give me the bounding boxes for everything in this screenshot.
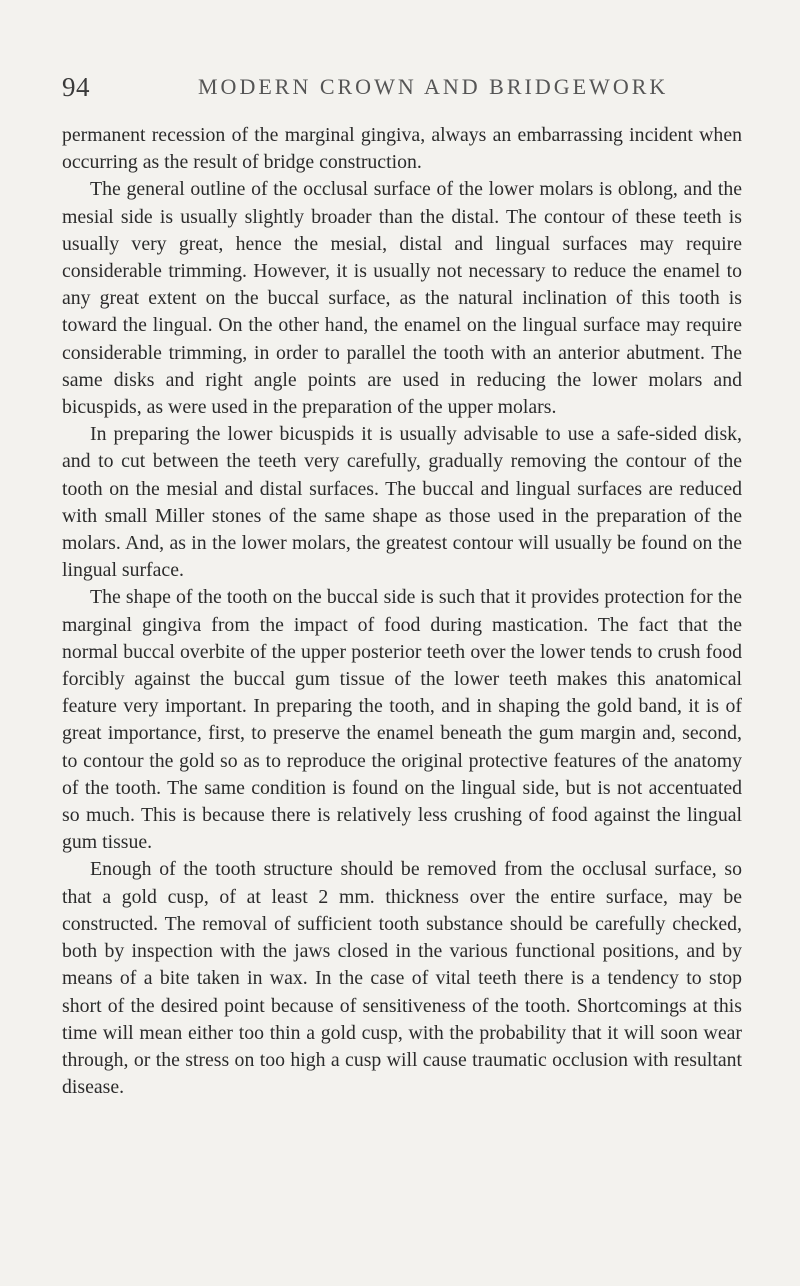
- body-text: [62, 122, 742, 1101]
- paragraph-lower-bicuspids: In preparing the lower bicuspids it is usually advisable to use a safe-sided disk, and to cut between the teeth very carefully, gradually removing the contour of the tooth on the mesial and distal surfaces. The buccal and lingual surfaces are reduced with small Miller stones of the same shape as those used in the preparation of the molars. And, as in the lower molars, the greatest contour will usually be found on the lingual surface.: [62, 423, 742, 582]
- paragraph-occlusal-reduction: Enough of the tooth structure should be removed from the occlusal surface, so that a gold cusp, of at least 2 mm. thickness over the entire surface, may be constructed. The removal of sufficient tooth substance should be carefully checked, both by inspection with the jaws closed in the various functional positions, and by means of a bite taken in wax. In the case of vital teeth there is a tendency to stop short of the desired point because of sensitiveness of the tooth. Shortcomings at this time will mean either too thin a gold cusp, with the probability that it will soon wear through, or the stress on too high a cusp will cause traumatic occlusion with resultant disease.: [62, 858, 742, 1099]
- paragraph-lower-molars: The general outline of the occlusal surface of the lower molars is oblong, and the mesial side is usually slightly broader than the distal. The contour of these teeth is usually very great, hence the mesial, distal and lingual surfaces may require considerable trimming. However, it is usually not necessary to reduce the enamel to any great extent on the buccal surface, as the natural inclination of this tooth is toward the lingual. On the other hand, the enamel on the lingual surface may require considerable trimming, in order to parallel the tooth with an anterior abutment. The same disks and right angle points are used in reducing the lower molars and bicuspids, as were used in the preparation of the upper molars.: [62, 178, 742, 419]
- running-head: MODERN CROWN AND BRIDGEWORK: [198, 74, 669, 99]
- paragraph-buccal-side: The shape of the tooth on the buccal side is such that it provides protection for the marginal gingiva from the impact of food during mastication. The fact that the normal buccal overbite of the upper posterior teeth over the lower tends to crush food forcibly against the buccal gum tissue of the lower teeth makes this anatomical feature very important. In preparing the tooth, and in shaping the gold band, it is of great importance, first, to preserve the enamel beneath the gum margin and, second, to contour the gold so as to reproduce the original protective features of the anatomy of the tooth. The same condition is found on the lingual side, but is not accentuated so much. This is because there is relatively less crushing of food against the lingual gum tissue.: [62, 586, 742, 854]
- paragraph-continuation: permanent recession of the marginal gingiva, always an embarrassing incident when occurring as the result of bridge construction.: [62, 124, 742, 174]
- page-number: 94: [62, 72, 90, 102]
- page-header: [62, 72, 738, 112]
